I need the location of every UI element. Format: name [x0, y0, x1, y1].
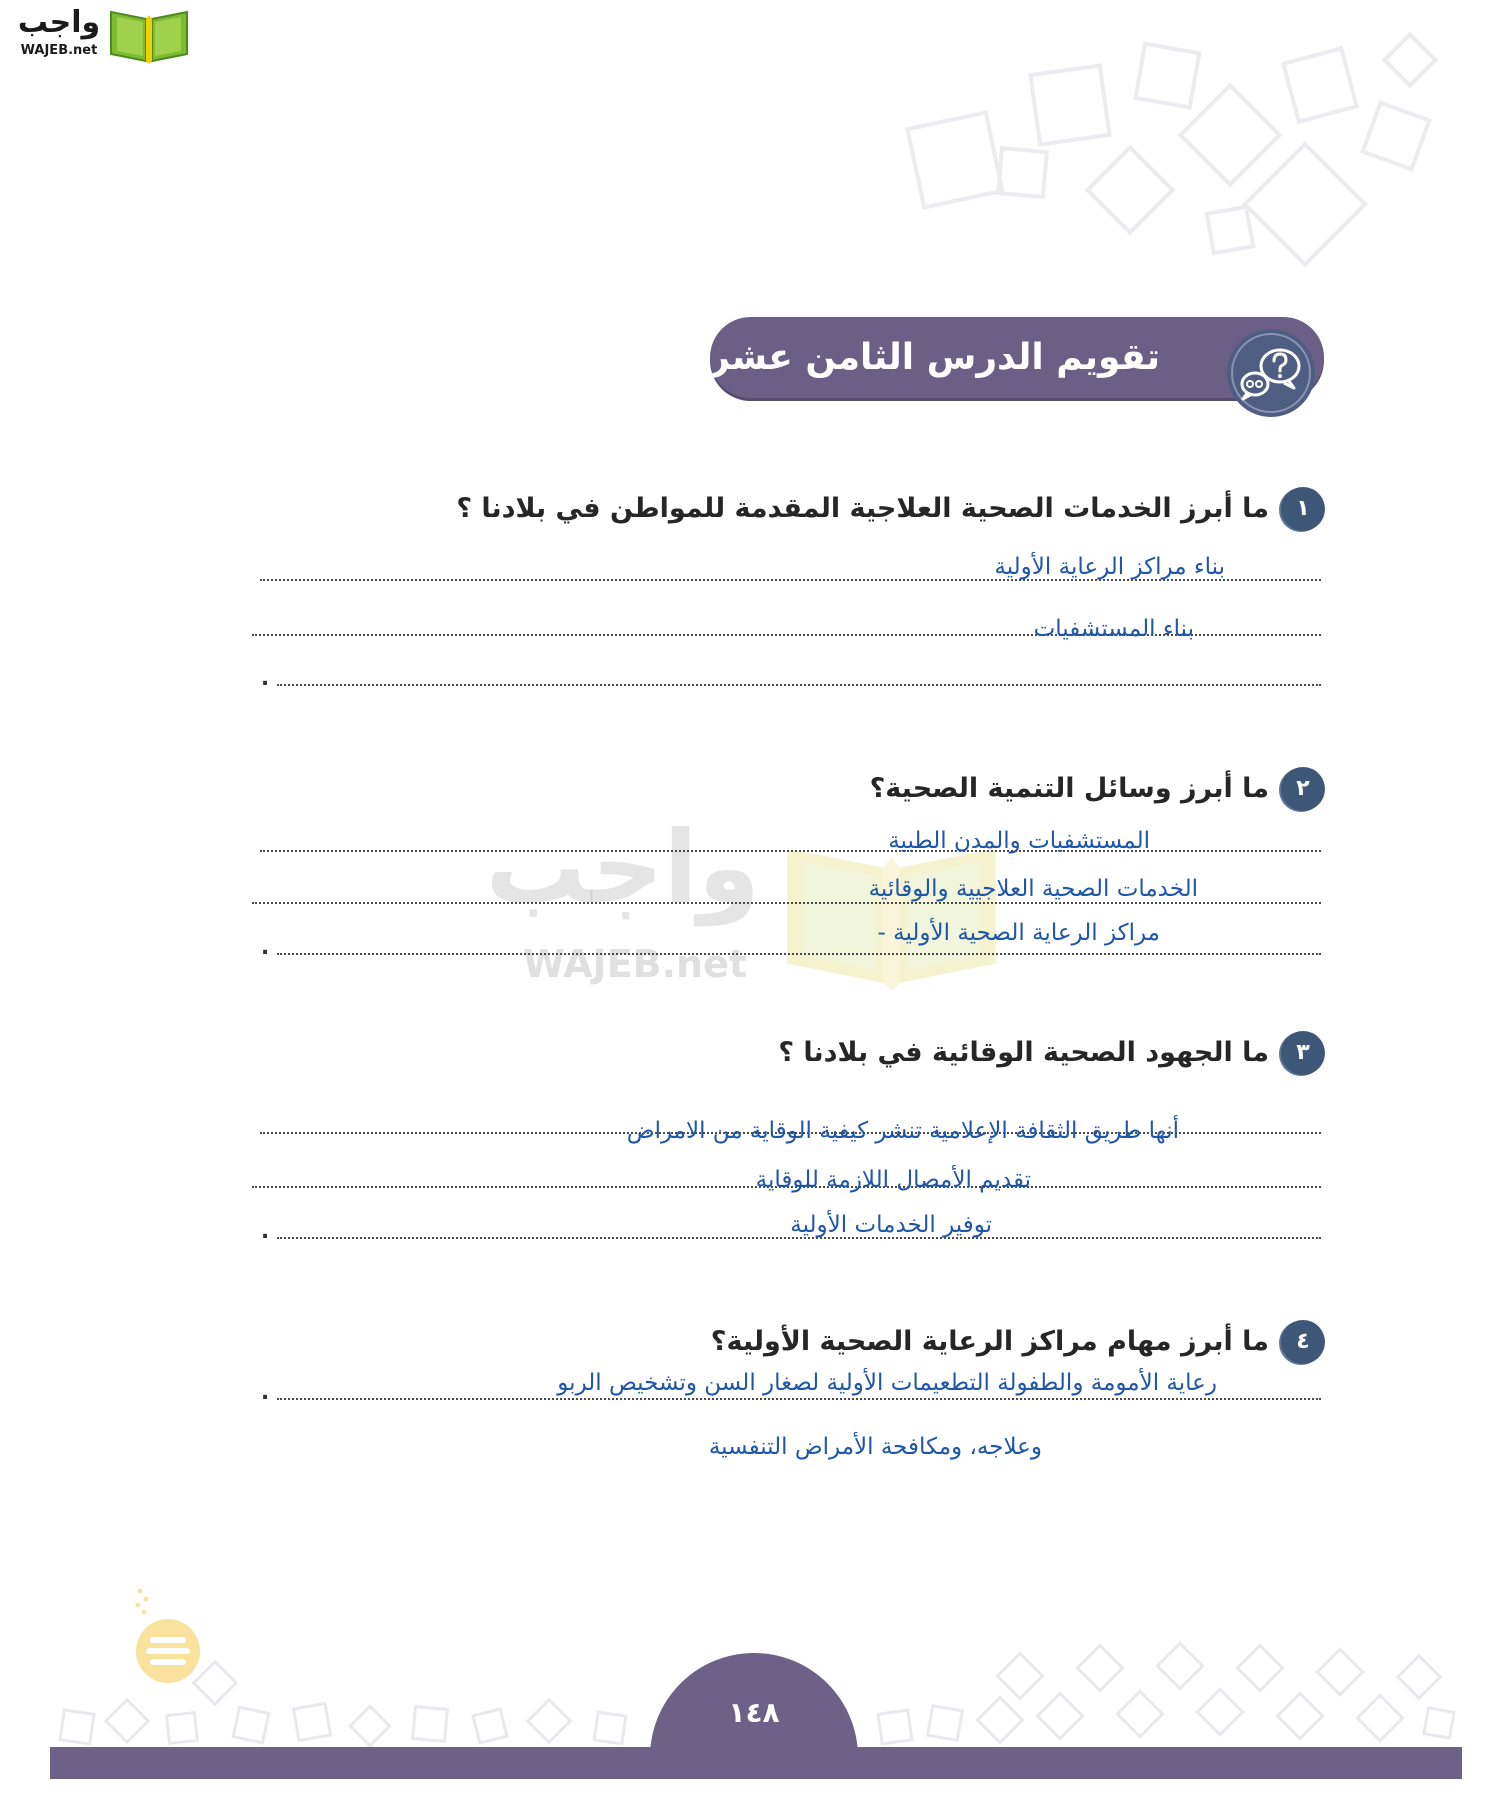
logo-latin-text: WAJEB.net	[20, 43, 98, 58]
answer-text: بناء المستشفيات	[1033, 616, 1194, 642]
publisher-logo-icon	[128, 1585, 204, 1689]
answer-text: توفير الخدمات الأولية	[790, 1212, 992, 1238]
answer-text: تقديم الأمصال اللازمة للوقاية	[755, 1167, 1031, 1193]
answer-line	[260, 850, 1321, 852]
question-text: ما أبرز وسائل التنمية الصحية؟	[869, 773, 1269, 804]
line-end-mark: .	[260, 935, 270, 960]
line-end-mark: .	[260, 666, 270, 691]
answer-text: وعلاجه، ومكافحة الأمراض التنفسية	[708, 1434, 1042, 1460]
watermark-arabic-text: واجب	[485, 809, 760, 926]
page-number: ١٤٨	[728, 1696, 780, 1729]
answer-line	[277, 953, 1321, 955]
answer-text: رعاية الأمومة والطفولة التطعيمات الأولية لصغار السن وتشخيص الربو	[557, 1370, 1217, 1396]
open-book-icon	[108, 6, 190, 64]
question-number-badge: ١	[1281, 487, 1325, 531]
answer-text: الخدمات الصحية العلاجيية والوقائية	[868, 876, 1198, 902]
question-number-badge: ٤	[1281, 1320, 1325, 1364]
question-text: ما الجهود الصحية الوقائية في بلادنا ؟	[778, 1037, 1269, 1068]
page-title: تقويم الدرس الثامن عشر	[709, 337, 1160, 378]
watermark-latin-text: WAJEB.net	[522, 942, 748, 986]
question-text: ما أبرز الخدمات الصحية العلاجية المقدمة للمواطن في بلادنا ؟	[456, 493, 1269, 524]
answer-text: أنها طريق الثقافة الإعلامية تنشر كيفية الوقاية من الامراض	[626, 1118, 1179, 1144]
question-number-badge: ٢	[1281, 767, 1325, 811]
question-number-badge: ٣	[1281, 1031, 1325, 1075]
answer-text: المستشفيات والمدن الطبية	[888, 828, 1150, 854]
answer-text: مراكز الرعاية الصحية الأولية -	[877, 920, 1160, 946]
question-chat-icon	[1226, 328, 1316, 418]
answer-text: بناء مراكز الرعاية الأولية	[994, 554, 1225, 580]
question-text: ما أبرز مهام مراكز الرعاية الصحية الأولية؟	[710, 1326, 1269, 1357]
line-end-mark: .	[260, 1219, 270, 1244]
line-end-mark: .	[260, 1380, 270, 1405]
site-logo	[12, 4, 192, 66]
answer-line	[277, 684, 1321, 686]
logo-arabic-text: واجب	[17, 5, 101, 40]
